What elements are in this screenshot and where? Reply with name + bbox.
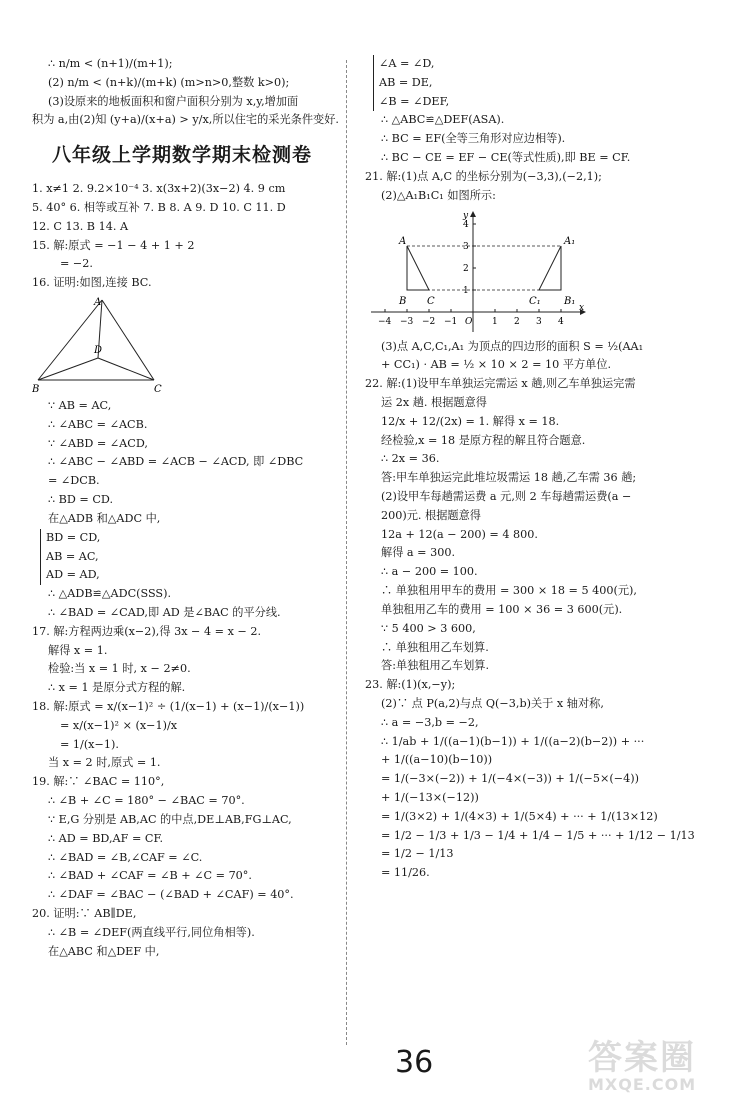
q17-line: ∴ x = 1 是原分式方程的解. — [48, 681, 186, 695]
q20-line: ∴ ∠B = ∠DEF(两直线平行,同位角相等). — [48, 925, 255, 939]
q19-line: ∴ ∠B + ∠C = 180° − ∠BAC = 70°. — [48, 794, 245, 808]
q23-line: ∴ 1/ab + 1/((a−1)(b−1)) + 1/((a−2)(b−2)) + ··· — [381, 734, 645, 748]
brace-line: ∠A = ∠D, — [379, 57, 435, 70]
equation-brace — [40, 529, 332, 585]
q23-line: ∴ a = −3,b = −2, — [381, 715, 479, 729]
brace-line: AB = AC, — [46, 549, 99, 563]
x-tick-label: −1 — [444, 316, 458, 327]
q23-line: = 1/2 − 1/3 + 1/3 − 1/4 + 1/4 − 1/5 + ··· + 1/12 − 1/13 — [381, 828, 695, 842]
column-divider — [346, 60, 347, 1045]
q18-line: = 1/(x−1). — [60, 737, 119, 751]
point-label-a1: A₁ — [564, 235, 576, 247]
watermark-logo — [588, 1030, 738, 1092]
text-line: 积为 a,由(2)知 (y+a)/(x+a) > y/x,所以住宅的采光条件变好. — [32, 113, 339, 127]
x-tick-label: 4 — [558, 316, 564, 327]
q22-line: ∴ 单独租用甲车的费用 = 300 × 18 = 5 400(元), — [381, 584, 637, 598]
q23-line: = 1/(3×2) + 1/(4×3) + 1/(5×4) + ··· + 1/(13×12) — [381, 809, 658, 823]
q23-line: + 1/(−13×(−12)) — [381, 791, 479, 804]
q22-line: ∴ 单独租用乙车划算. — [381, 640, 489, 654]
q16-line: ∴ ∠ABC − ∠ABD = ∠ACB − ∠ACD, 即 ∠DBC — [48, 455, 304, 469]
x-tick-label: 3 — [536, 316, 542, 327]
q15-line: = −2. — [60, 257, 93, 271]
q20-line: ∴ BC − CE = EF − CE(等式性质),即 BE = CF. — [381, 151, 631, 165]
q23-line: (2)∵ 点 P(a,2)与点 Q(−3,b)关于 x 轴对称, — [381, 696, 604, 710]
q17-line: 17. 解:方程两边乘(x−2),得 3x − 4 = x − 2. — [32, 624, 262, 638]
q22-line: 答:单独租用乙车划算. — [381, 659, 490, 673]
q19-line: ∴ AD = BD,AF = CF. — [48, 831, 164, 845]
x-axis-label: x — [579, 302, 585, 313]
watermark-text: 答案圈 — [588, 1038, 696, 1078]
q22-line: (2)设甲车每趟需运费 a 元,则 2 车每趟需运费(a − — [381, 490, 632, 503]
answer-line: 5. 40° 6. 相等或互补 7. B 8. A 9. D 10. C 11. D — [32, 200, 286, 214]
q20-line: 20. 证明:∵ AB∥DE, — [32, 906, 137, 920]
point-label-c: C — [427, 295, 435, 307]
answer-line: 1. x≠1 2. 9.2×10⁻⁴ 3. x(3x+2)(3x−2) 4. 9 cm — [32, 182, 286, 196]
fig-label-c: C — [154, 384, 162, 396]
fig-label-d: D — [94, 345, 103, 357]
x-tick-label: −3 — [400, 316, 414, 327]
q22-line: 200)元. 根据题意得 — [381, 508, 481, 522]
q18-line: 当 x = 2 时,原式 = 1. — [48, 756, 161, 770]
point-label-b: B — [399, 295, 407, 307]
q16-line: 在△ADB 和△ADC 中, — [48, 511, 161, 525]
q16-line: ∴ ∠BAD = ∠CAD,即 AD 是∠BAC 的平分线. — [48, 605, 281, 619]
y-tick-label: 4 — [463, 219, 469, 230]
q19-line: 19. 解:∵ ∠BAC = 110°, — [32, 775, 165, 789]
q17-line: 解得 x = 1. — [48, 643, 108, 657]
fig-label-a: A — [94, 297, 102, 309]
q23-line: = 11/26. — [381, 866, 430, 880]
text-line: (2) n/m < (n+k)/(m+k) (m>n>0,整数 k>0); — [48, 75, 290, 89]
coordinate-figure — [365, 208, 595, 336]
q19-line: ∵ E,G 分别是 AB,AC 的中点,DE⊥AB,FG⊥AC, — [48, 812, 292, 826]
fig-label-b: B — [32, 384, 40, 396]
q16-line: ∴ △ADB≌△ADC(SSS). — [48, 587, 172, 601]
q22-line: 经检验,x = 18 是原方程的解且符合题意. — [381, 433, 586, 447]
page-number: 36 — [395, 1045, 434, 1080]
right-column — [365, 55, 725, 883]
text-line: (3)设原来的地板面积和窗户面积分别为 x,y,增加面 — [48, 94, 299, 108]
q21-line: (2)△A₁B₁C₁ 如图所示: — [381, 188, 496, 202]
watermark-url: MXQE.COM — [588, 1075, 697, 1094]
point-label-c1: C₁ — [529, 295, 541, 307]
q22-line: 12a + 12(a − 200) = 4 800. — [381, 527, 538, 541]
brace-line: ∠B = ∠DEF, — [379, 94, 450, 108]
q20-line: ∴ BC = EF(全等三角形对应边相等). — [381, 132, 566, 146]
equation-brace — [373, 55, 725, 111]
q23-line: = 1/(−3×(−2)) + 1/(−4×(−3)) + 1/(−5×(−4)) — [381, 772, 640, 786]
text-line: ∴ n/m < (n+1)/(m+1); — [48, 57, 173, 70]
q22-line: ∴ a − 200 = 100. — [381, 565, 478, 579]
q22-line: 运 2x 趟. 根据题意得 — [381, 395, 487, 409]
triangle-figure — [32, 295, 182, 395]
q22-line: 解得 a = 300. — [381, 546, 455, 560]
q22-line: 单独租用乙车的费用 = 100 × 36 = 3 600(元). — [381, 602, 623, 616]
q16-line: = ∠DCB. — [48, 474, 100, 488]
q20-line: 在△ABC 和△DEF 中, — [48, 944, 160, 958]
point-label-b1: B₁ — [564, 295, 576, 307]
q21-line: (3)点 A,C,C₁,A₁ 为顶点的四边形的面积 S = ½(AA₁ — [381, 339, 644, 353]
x-tick-label: 1 — [492, 316, 498, 327]
brace-line: BD = CD, — [46, 530, 101, 544]
y-tick-label: 3 — [463, 241, 469, 252]
q18-line: 18. 解:原式 = x/(x−1)² ÷ (1/(x−1) + (x−1)/(x−1)) — [32, 700, 305, 714]
q19-line: ∴ ∠BAD + ∠CAF = ∠B + ∠C = 70°. — [48, 869, 252, 883]
q16-line: ∴ ∠ABC = ∠ACB. — [48, 417, 148, 431]
answer-line: 12. C 13. B 14. A — [32, 219, 129, 233]
q23-line: + 1/((a−10)(b−10)) — [381, 753, 493, 767]
q21-line: + CC₁) · AB = ½ × 10 × 2 = 10 平方单位. — [381, 358, 612, 372]
brace-line: AB = DE, — [379, 75, 433, 89]
q23-line: = 1/2 − 1/13 — [381, 847, 454, 861]
q22-line: ∴ 2x = 36. — [381, 452, 440, 466]
q19-line: ∴ ∠BAD = ∠B,∠CAF = ∠C. — [48, 850, 203, 864]
q22-line: ∵ 5 400 > 3 600, — [381, 621, 476, 635]
x-tick-label: −2 — [422, 316, 436, 327]
q18-line: = x/(x−1)² × (x−1)/x — [60, 718, 178, 732]
q16-line: ∴ BD = CD. — [48, 493, 114, 507]
q22-line: 12/x + 12/(2x) = 1. 解得 x = 18. — [381, 414, 560, 428]
q16-line: ∵ ∠ABD = ∠ACD, — [48, 436, 148, 450]
q20-line: ∴ △ABC≌△DEF(ASA). — [381, 113, 505, 127]
origin-label: O — [465, 316, 473, 327]
q16-line: ∵ AB = AC, — [48, 399, 112, 413]
x-tick-label: −4 — [378, 316, 392, 327]
q22-line: 答:甲车单独运完此堆垃圾需运 18 趟,乙车需 36 趟; — [381, 471, 637, 485]
q19-line: ∴ ∠DAF = ∠BAC − (∠BAD + ∠CAF) = 40°. — [48, 888, 294, 902]
y-axis-label: y — [463, 210, 469, 221]
y-tick-label: 2 — [463, 263, 469, 274]
brace-line: AD = AD, — [46, 568, 100, 582]
q17-line: 检验:当 x = 1 时, x − 2≠0. — [48, 662, 191, 676]
point-label-a: A — [399, 235, 407, 247]
q21-line: 21. 解:(1)点 A,C 的坐标分别为(−3,3),(−2,1); — [365, 169, 602, 183]
q15-line: 15. 解:原式 = −1 − 4 + 1 + 2 — [32, 238, 195, 252]
left-column — [32, 55, 339, 961]
y-tick-label: 1 — [463, 285, 469, 296]
q23-line: 23. 解:(1)(x,−y); — [365, 678, 456, 692]
q16-line: 16. 证明:如图,连接 BC. — [32, 276, 152, 290]
section-title: 八年级上学期数学期末检测卷 — [51, 144, 312, 167]
x-tick-label: 2 — [514, 316, 520, 327]
q22-line: 22. 解:(1)设甲车单独运完需运 x 趟,则乙车单独运完需 — [365, 377, 636, 391]
